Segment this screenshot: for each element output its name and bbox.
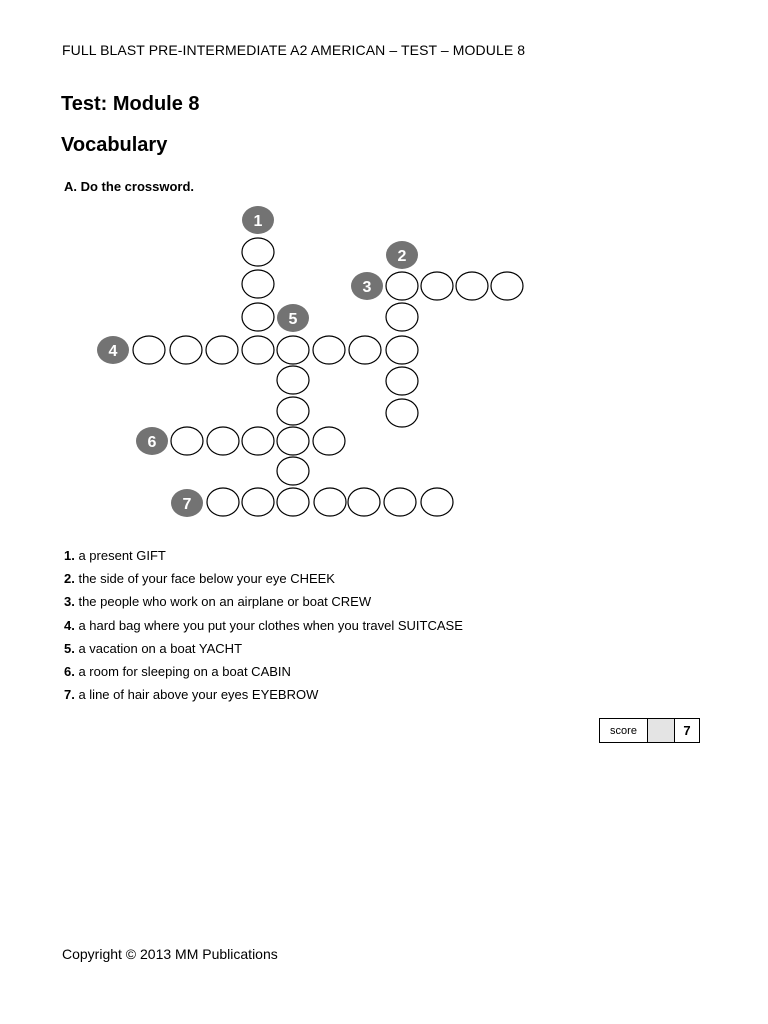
clue-text: a room for sleeping on a boat CABIN — [74, 663, 291, 679]
clue-number-badge-3 — [351, 272, 383, 300]
crossword-cell[interactable] — [313, 336, 345, 364]
course-header: FULL BLAST PRE-INTERMEDIATE A2 AMERICAN – TEST – MODULE 8 — [62, 42, 526, 58]
clue-number-label: 6 — [147, 434, 157, 451]
score-entry-field[interactable] — [648, 719, 675, 742]
crossword-cell[interactable] — [277, 457, 309, 485]
crossword-cell[interactable] — [207, 427, 239, 455]
crossword-cell[interactable] — [348, 488, 380, 516]
clue-number: 2. — [64, 571, 75, 587]
clue-number: 4. — [64, 617, 75, 633]
clue-number-label: 5 — [288, 311, 298, 328]
crossword-cell[interactable] — [349, 336, 381, 364]
clue-number: 6. — [64, 663, 75, 679]
clue-4 — [64, 617, 463, 640]
clue-text: a hard bag where you put your clothes when you travel SUITCASE — [74, 617, 463, 633]
crossword-cell[interactable] — [386, 303, 418, 331]
crossword-cell[interactable] — [491, 272, 523, 300]
crossword-cell[interactable] — [242, 303, 274, 331]
crossword-cell[interactable] — [242, 488, 274, 516]
clue-number-label: 2 — [397, 248, 407, 265]
clue-1 — [64, 547, 463, 570]
crossword-cell[interactable] — [277, 366, 309, 394]
clue-number-badge-6 — [136, 427, 168, 455]
crossword-cell[interactable] — [133, 336, 165, 364]
clue-number: 3. — [64, 594, 75, 610]
clue-number-badge-7 — [171, 489, 203, 517]
score-max: 7 — [683, 723, 691, 738]
crossword-cell[interactable] — [384, 488, 416, 516]
crossword-cell[interactable] — [386, 336, 418, 364]
crossword-cell[interactable] — [207, 488, 239, 516]
clue-number: 7. — [64, 687, 75, 703]
score-box — [599, 718, 700, 743]
copyright: Copyright © 2013 MM Publications — [62, 946, 278, 962]
instruction: A. Do the crossword. — [64, 179, 195, 194]
crossword-cell[interactable] — [386, 272, 418, 300]
clue-number-label: 3 — [362, 279, 372, 296]
crossword-cell[interactable] — [386, 399, 418, 427]
clue-number-badge-1 — [242, 206, 274, 234]
clue-text: a vacation on a boat YACHT — [74, 640, 243, 656]
clue-text: the side of your face below your eye CHEEK — [74, 571, 335, 587]
clue-list — [64, 547, 463, 709]
crossword-cell[interactable] — [242, 336, 274, 364]
crossword-cell[interactable] — [170, 336, 202, 364]
clue-number-badge-4 — [97, 336, 129, 364]
crossword-cell[interactable] — [421, 272, 453, 300]
clue-number-label: 1 — [253, 213, 263, 230]
crossword-cell[interactable] — [277, 336, 309, 364]
clue-5 — [64, 640, 463, 663]
crossword-cell[interactable] — [277, 427, 309, 455]
clue-7 — [64, 686, 463, 709]
crossword-cell[interactable] — [314, 488, 346, 516]
crossword-cell[interactable] — [242, 238, 274, 266]
crossword-cell[interactable] — [206, 336, 238, 364]
crossword-cell[interactable] — [242, 427, 274, 455]
crossword-cell[interactable] — [421, 488, 453, 516]
crossword-cell[interactable] — [277, 488, 309, 516]
crossword-cell[interactable] — [171, 427, 203, 455]
clue-number-label: 7 — [182, 496, 192, 513]
score-label: score — [600, 719, 648, 742]
clue-3 — [64, 593, 463, 616]
clue-number-label: 4 — [108, 343, 118, 360]
clue-number-badge-2 — [386, 241, 418, 269]
clue-number: 1. — [64, 548, 75, 563]
clue-6 — [64, 663, 463, 686]
section-title: Vocabulary — [61, 134, 168, 156]
crossword-cell[interactable] — [277, 397, 309, 425]
clue-number: 5. — [64, 640, 75, 656]
test-title: Test: Module 8 — [61, 93, 200, 115]
clue-number-badge-5 — [277, 304, 309, 332]
clue-text: a present GIFT — [74, 548, 166, 563]
crossword-cell[interactable] — [456, 272, 488, 300]
clue-text: a line of hair above your eyes EYEBROW — [74, 687, 319, 703]
crossword-cell[interactable] — [313, 427, 345, 455]
crossword-cell[interactable] — [242, 270, 274, 298]
clue-2 — [64, 570, 463, 593]
clue-text: the people who work on an airplane or boat CREW — [74, 594, 372, 610]
crossword-cell[interactable] — [386, 367, 418, 395]
